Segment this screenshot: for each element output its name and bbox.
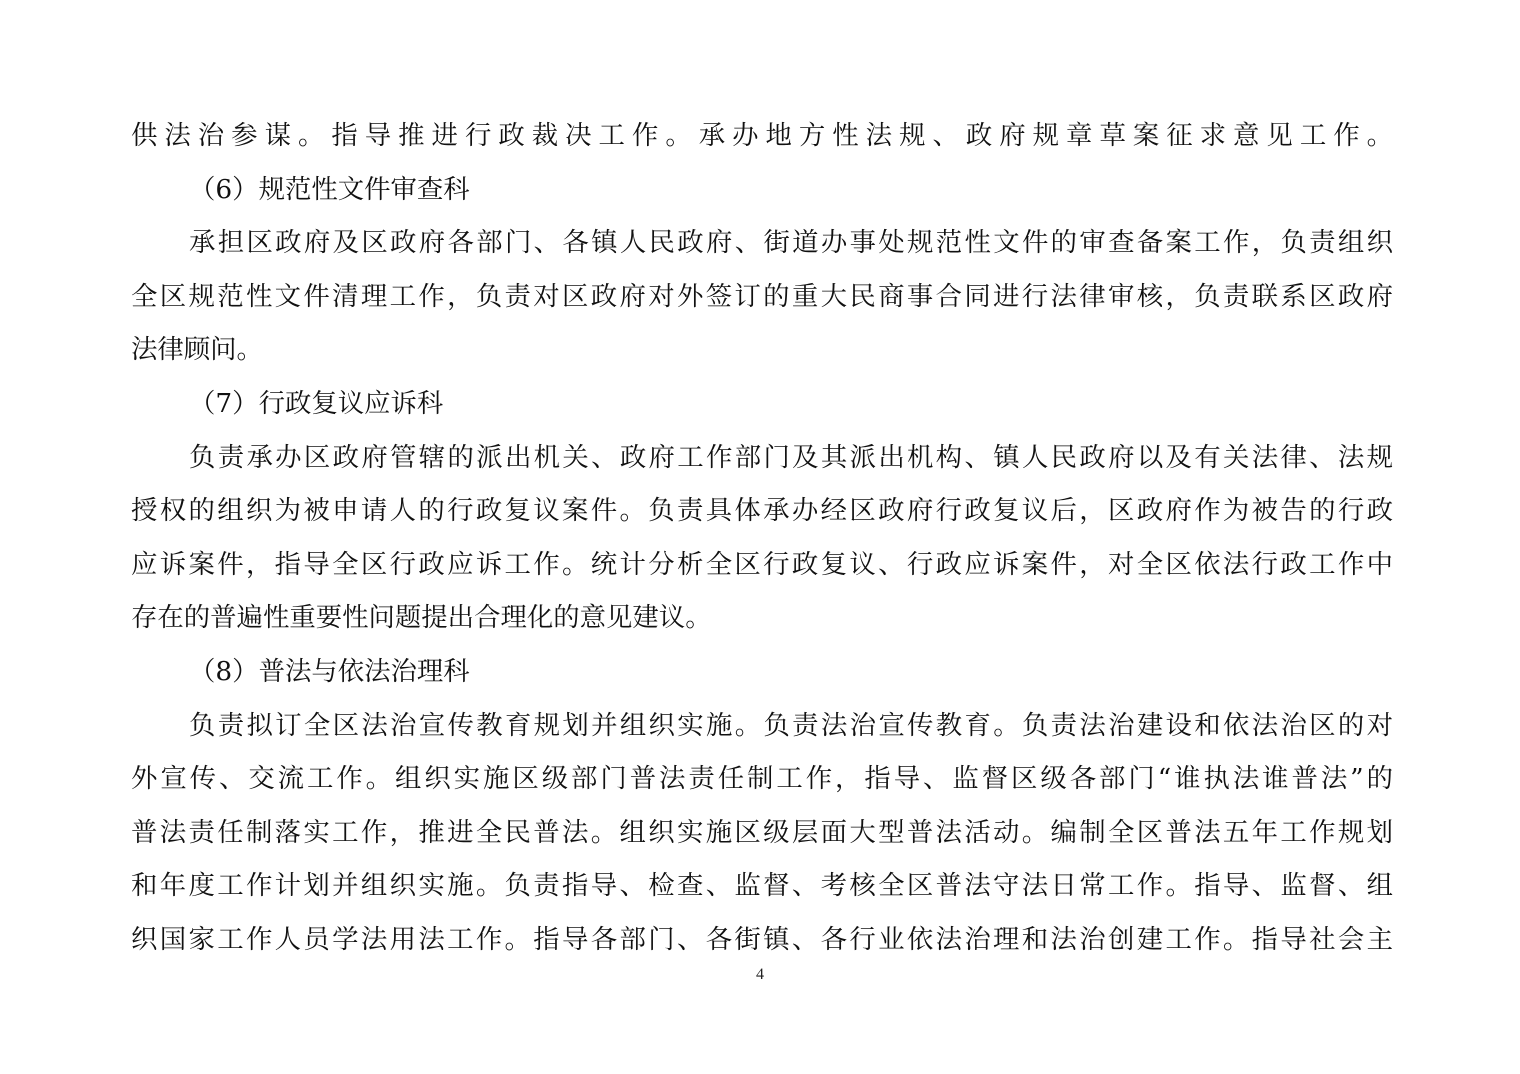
body-line: 织国家工作人员学法用法工作。指导各部门、各街镇、各行业依法治理和法治创建工作。指导社会主 [131,923,1393,955]
body-line: 负责承办区政府管辖的派出机关、政府工作部门及其派出机构、镇人民政府以及有关法律、法规 [189,441,1393,473]
body-line: 和年度工作计划并组织实施。负责指导、检查、监督、考核全区普法守法日常工作。指导、监督、组 [131,870,1393,902]
document-body [131,109,1393,967]
body-line: 授权的组织为被申请人的行政复议案件。负责具体承办经区政府行政复议后，区政府作为被告的行政 [131,495,1393,527]
page-number: 4 [756,966,764,983]
body-line: 外宣传、交流工作。组织实施区级部门普法责任制工作，指导、监督区级各部门“谁执法谁普法”的 [131,763,1393,795]
body-line: 存在的普遍性重要性问题提出合理化的意见建议。 [131,602,712,634]
section-heading-7: （7）行政复议应诉科 [189,387,444,419]
body-line: 法律顾问。 [131,334,263,366]
body-line: 应诉案件，指导全区行政应诉工作。统计分析全区行政复议、行政应诉案件，对全区依法行政工作中 [131,548,1393,580]
body-line: 普法责任制落实工作，推进全民普法。组织实施区级层面大型普法活动。编制全区普法五年工作规划 [131,816,1393,848]
section-heading-8: （8）普法与依法治理科 [189,655,470,687]
body-line: 供法治参谋。指导推进行政裁决工作。承办地方性法规、政府规章草案征求意见工作。 [131,120,1393,151]
body-line: 承担区政府及区政府各部门、各镇人民政府、街道办事处规范性文件的审查备案工作，负责组织 [189,227,1393,259]
body-line: 全区规范性文件清理工作，负责对区政府对外签订的重大民商事合同进行法律审核，负责联系区政府 [131,280,1393,312]
body-line: 负责拟订全区法治宣传教育规划并组织实施。负责法治宣传教育。负责法治建设和依法治区的对 [189,709,1393,741]
section-heading-6: （6）规范性文件审查科 [189,173,470,205]
